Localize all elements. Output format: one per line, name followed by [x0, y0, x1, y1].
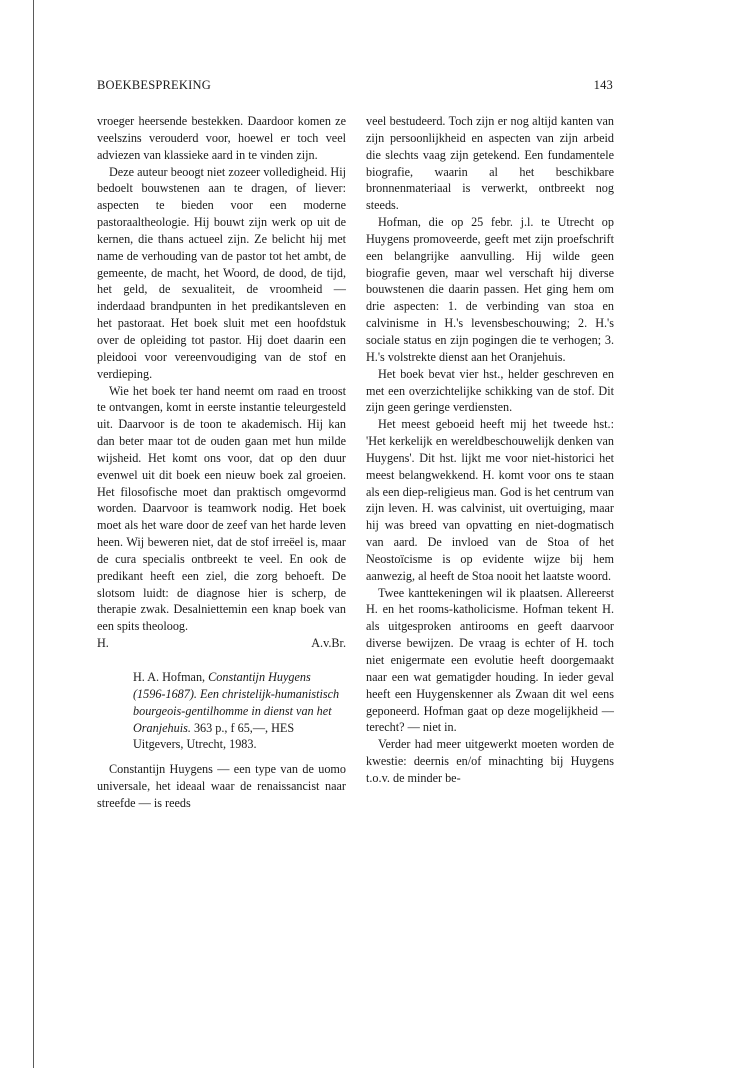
paragraph: veel bestudeerd. Toch zijn er nog altijd kanten van zijn persoonlijkheid en aspecten van zijn arbeid die slechts vaag zijn getekend. Een fundamentele biografie, waarin al het beschikbare bronnenmateriaal is verwerkt, ontbreekt nog steeds. — [366, 114, 614, 213]
biblio-author: H. A. Hofman, — [133, 670, 206, 684]
right-column — [366, 113, 614, 787]
review-signature — [97, 635, 346, 652]
left-column — [97, 113, 346, 812]
signature-author: A.v.Br. — [311, 636, 346, 651]
paragraph: Deze auteur beoogt niet zozeer volledigheid. Hij bedoelt bouwstenen aan te dragen, of liever: aspecten te bieden voor een moderne pastoraaltheologie. Hij bouwt zijn werk op uit de kernen, die thans actueel zijn. Ze belicht hij met name de verhouding van de pastor tot het ambt, de gemeente, de macht, het Woord, de dood, de tijd, het geld, de sexualiteit, de vroomheid — inderdaad brandpunten in het predikantsleven en het pastoraat. Het boek sluit met een hoofdstuk over de opleiding tot pastor. Hij doet daarin een pleidooi voor vereenvoudiging van de stof en verdieping. — [97, 164, 346, 381]
section-title: BOEKBESPREKING — [97, 78, 211, 92]
biblio-details: 363 p., f 65,—, HES Uitgevers, Utrecht, 1983. — [133, 720, 295, 752]
paragraph: Constantijn Huygens — een type van de uomo universale, het ideaal waar de renaissancist naar streefde — is reeds — [97, 762, 346, 810]
running-header — [97, 78, 613, 96]
bibliographic-entry — [133, 669, 346, 753]
biblio-title: Constantijn Huygens (1596-1687). Een christelijk-humanistisch bourgeois-gentilhomme in dienst van het Oranjehuis. — [133, 670, 340, 735]
signature-initial: H. — [97, 636, 109, 651]
paragraph: Het boek bevat vier hst., helder geschreven en met een overzichtelijke schikking van de stof. Dit zijn geen geringe verdiensten. — [366, 366, 614, 415]
scan-edge-line — [33, 0, 34, 1068]
paragraph: vroeger heersende bestekken. Daardoor komen ze veelszins verouderd voor, hoewel er toch veel adviezen van klassieke aard in te vinden zijn. — [97, 114, 346, 162]
paragraph: Het meest geboeid heeft mij het tweede hst.: 'Het kerkelijk en wereldbeschouwelijk denken van Huygens'. Dit hst. lijkt me voor niet-historici het meest belangwekkend. H. komt voor ons te staan als een diep-religieus man. God is het centrum van zijn leven. H. was calvinist, uit overtuiging, maar hij was breed van opvatting en niet-dogmatisch van aard. De invloed van de Stoa of het Neostoïcisme is op evidente wijze bij hem aanwezig, al heeft de Stoa nooit het laatste woord. — [366, 417, 614, 583]
paragraph: Wie het boek ter hand neemt om raad en troost te ontvangen, komt in eerste instantie teleurgesteld uit. Daarvoor is de toon te akademisch. Hij kan dan beter maar tot de ouden gaan met hun milde wijsheid. Het komt ons voor, dat op den duur evenwel uit dit boek een nieuw boek zal groeien. Het filosofische moet dan praktisch omgevormd worden. Daarvoor is teamwork nodig. Het boek moet als het ware door de zeef van het harde leven heen. Wij beweren niet, dat de stof irreëel is, maar de cura specialis ontbreekt te veel. En ook de predikant heeft een ziel, die zorg behoeft. De slotsom luidt: de diagnose hier is scherp, de therapie zwak. Desalniettemin een knap boek van een spits theoloog. — [97, 383, 346, 634]
paragraph: Hofman, die op 25 febr. j.l. te Utrecht op Huygens promoveerde, geeft met zijn proefschrift een belangrijke aanvulling. Hij wilde geen biografie geven, maar wel verschaft hij diverse bouwstenen die daarin passen. Het ging hem om drie aspecten: 1. de verbinding van stoa en calvinisme in H.'s levensbeschouwing; 2. H.'s sociale status en zijn pogingen die te verhogen; 3. H.'s volstrekte dienst aan het Oranjehuis. — [366, 215, 614, 364]
page-number: 143 — [593, 78, 613, 92]
paragraph: Verder had meer uitgewerkt moeten worden de kwestie: deernis en/of minachting bij Huygens t.o.v. de minder be- — [366, 737, 614, 785]
paragraph: Twee kanttekeningen wil ik plaatsen. Allereerst H. en het rooms-katholicisme. Hofman tekent H. als uitgesproken antirooms en geeft daarvoor diverse bewijzen. De vraag is echter of H. toch niet enigermate een evolutie heeft doorgemaakt naar een wat gematigder houding. In ieder geval heeft een Huygenskenner als Zwaan dit wel eens geponeerd. Hofman gaat op deze mogelijkheid — terecht? — niet in. — [366, 585, 614, 735]
